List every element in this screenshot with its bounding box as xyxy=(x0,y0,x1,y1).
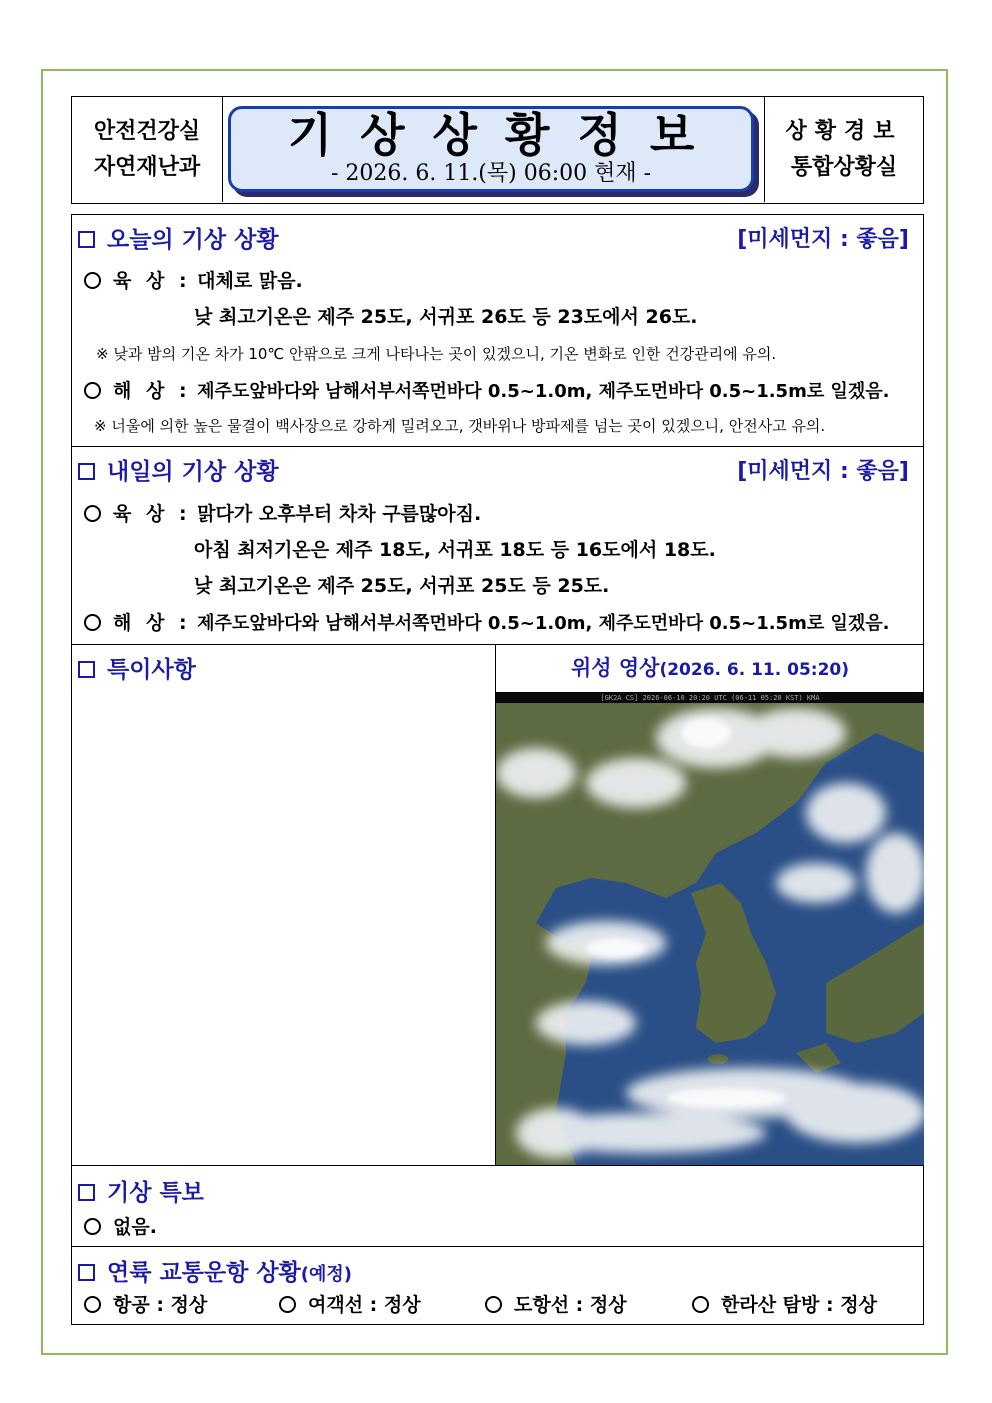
report-date: - 2026. 6. 11.(목) 06:00 현재 - xyxy=(330,161,652,186)
circle-bullet-icon xyxy=(84,505,101,522)
special-title: 특이사항 xyxy=(78,651,196,684)
today-sea: 해 상 : 제주도앞바다와 남해서부서쪽먼바다 0.5~1.0m, 제주도먼바다 0.5~1.5m로 일겠음. xyxy=(84,376,890,403)
tomorrow-sea: 해 상 : 제주도앞바다와 남해서부서쪽먼바다 0.5~1.0m, 제주도먼바다 0.5~1.5m로 일겠음. xyxy=(84,608,890,635)
checkbox-icon xyxy=(78,463,95,480)
transport-item-air: 항공 : 정상 xyxy=(84,1290,207,1317)
checkbox-icon xyxy=(78,231,95,248)
tomorrow-land: 육 상 : 맑다가 오후부터 차차 구름많아짐. xyxy=(84,499,481,526)
office-box xyxy=(764,97,923,202)
report-header xyxy=(71,96,924,204)
department-line1: 안전건강실 xyxy=(93,118,201,144)
transport-item-hallasan: 한라산 탐방 : 정상 xyxy=(692,1290,877,1317)
today-dust: [미세먼지 : 좋음] xyxy=(737,227,909,252)
title-box xyxy=(228,106,754,192)
warning-section xyxy=(71,1166,924,1247)
satellite-caption: [GK2A CS] 2026-06-10 20:20 UTC (06-11 05:20 KST) KMA xyxy=(496,693,924,703)
transport-section xyxy=(71,1247,924,1325)
tomorrow-land-line3: 낮 최고기온은 제주 25도, 서귀포 25도 등 25도. xyxy=(194,575,610,597)
satellite-panel xyxy=(495,645,924,1165)
office-line2: 통합상황실 xyxy=(790,154,898,180)
satellite-image xyxy=(496,693,924,1165)
transport-item-island-ferry: 도항선 : 정상 xyxy=(485,1290,627,1317)
warning-status: 없음. xyxy=(84,1212,157,1239)
satellite-title: 위성 영상(2026. 6. 11. 05:20) xyxy=(496,645,924,693)
circle-bullet-icon xyxy=(84,382,101,399)
satellite-map-icon xyxy=(496,693,924,1165)
transport-item-ferry: 여객선 : 정상 xyxy=(279,1290,421,1317)
circle-bullet-icon xyxy=(84,272,101,289)
today-title: 오늘의 기상 상황 xyxy=(78,221,279,254)
today-land-note: ※ 낮과 밤의 기온 차가 10℃ 안팎으로 크게 나타나는 곳이 있겠으니, 기온 변화로 인한 건강관리에 유의. xyxy=(96,345,777,363)
circle-bullet-icon xyxy=(84,1218,101,1235)
checkbox-icon xyxy=(78,1184,95,1201)
circle-bullet-icon xyxy=(84,614,101,631)
circle-bullet-icon xyxy=(84,1296,101,1313)
today-land-line2: 낮 최고기온은 제주 25도, 서귀포 26도 등 23도에서 26도. xyxy=(194,306,698,328)
today-sea-note: ※ 너울에 의한 높은 물결이 백사장으로 강하게 밀려오고, 갯바위나 방파제를 넘는 곳이 있겠으니, 안전사고 유의. xyxy=(94,417,826,435)
transport-title: 연륙 교통운항 상황(예정) xyxy=(78,1254,352,1287)
checkbox-icon xyxy=(78,1264,95,1281)
today-land: 육 상 : 대체로 맑음. xyxy=(84,266,303,293)
today-section xyxy=(71,214,924,447)
office-line1: 상황경보 xyxy=(785,118,903,144)
warning-title: 기상 특보 xyxy=(78,1174,204,1207)
tomorrow-dust: [미세먼지 : 좋음] xyxy=(737,459,909,484)
checkbox-icon xyxy=(78,661,95,678)
tomorrow-section xyxy=(71,447,924,645)
report-title: 기상상황정보 xyxy=(287,108,723,162)
department-box xyxy=(72,97,223,202)
circle-bullet-icon xyxy=(692,1296,709,1313)
special-section xyxy=(71,645,924,1166)
circle-bullet-icon xyxy=(279,1296,296,1313)
department-line2: 자연재난과 xyxy=(93,154,201,180)
tomorrow-land-line2: 아침 최저기온은 제주 18도, 서귀포 18도 등 16도에서 18도. xyxy=(194,539,716,561)
circle-bullet-icon xyxy=(485,1296,502,1313)
tomorrow-title: 내일의 기상 상황 xyxy=(78,453,279,486)
